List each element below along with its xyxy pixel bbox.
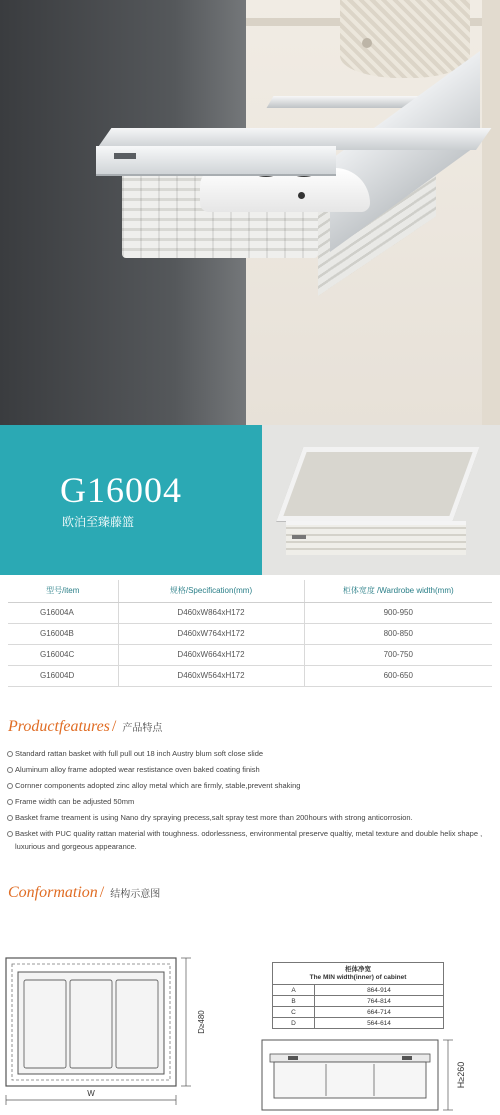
- conformation-title: [8, 884, 160, 902]
- cell-item: G16004D: [8, 665, 118, 686]
- hat-box-knob: [362, 38, 372, 48]
- basket-frame: [277, 447, 480, 521]
- list-item: Standard rattan basket with full pull out 18 inch Austry blum soft close slide: [6, 748, 494, 761]
- features-list: [6, 748, 494, 857]
- spec-table-header: [8, 580, 492, 602]
- spec-table: [8, 580, 492, 687]
- features-title: [8, 718, 162, 736]
- conformation-title-cn: 结构示意图: [110, 889, 161, 900]
- title-band: [0, 425, 500, 575]
- cell-model-letter: A: [273, 985, 315, 996]
- header-wardrobe-width: 柜体宽度 /Wardrobe width(mm): [304, 580, 492, 602]
- conformation-title-en: Conformation: [8, 884, 98, 901]
- handle-clip: [288, 1056, 298, 1060]
- model-number: G16004: [60, 470, 182, 510]
- cell-width: 600-650: [304, 665, 492, 686]
- product-name-cn: 欧泊至臻藤篮: [62, 515, 135, 529]
- brand-tag: [114, 153, 136, 159]
- min-width-header-en: The MIN width(inner) of cabinet: [309, 973, 407, 981]
- list-item: Frame width can be adjusted 50mm: [6, 796, 494, 809]
- cell-item: G16004C: [8, 644, 118, 665]
- height-label: H≥260: [456, 1061, 466, 1089]
- top-view-drawing: [0, 950, 235, 1115]
- table-row: [8, 665, 492, 686]
- cell-item: G16004B: [8, 623, 118, 644]
- title-slash-mark: /: [99, 884, 105, 901]
- wardrobe-side-panel: [482, 0, 500, 425]
- hat-box: [340, 0, 470, 78]
- min-width-header-cn: 柜体净宽: [345, 965, 371, 973]
- list-item: Basket frame treament is using Nano dry spraying precess,salt spray test more than 200hours with strong anticorrosion.: [6, 812, 494, 825]
- cell-model-letter: C: [273, 1007, 315, 1018]
- cell-width: 700-750: [304, 644, 492, 665]
- shirt-button: [298, 192, 305, 199]
- depth-label: D≥480: [197, 1010, 206, 1034]
- features-title-cn: 产品特点: [122, 723, 163, 734]
- cell-spec: D460xW764xH172: [118, 623, 304, 644]
- width-label: W: [87, 1089, 95, 1098]
- basket-front: [286, 521, 466, 555]
- list-item: Aluminum alloy frame adopted wear restistance oven baked coating finish: [6, 764, 494, 777]
- cell-model-letter: B: [273, 996, 315, 1007]
- cell-min-width: 564-614: [315, 1018, 444, 1029]
- cell-width: 900-950: [304, 602, 492, 623]
- front-view-drawing: [260, 950, 500, 1115]
- list-item: Basket with PUC quality rattan material with toughness. odorlessness, environmental preserve qualtiy, metal texture and double helix shape , luxurious and gorgeous appearance.: [6, 828, 494, 853]
- hero-photo: [0, 0, 500, 425]
- handle-clip: [402, 1056, 412, 1060]
- cell-spec: D460xW664xH172: [118, 644, 304, 665]
- frame-front-bar: [96, 146, 336, 176]
- cell-spec: D460xW864xH172: [118, 602, 304, 623]
- basket-product-photo: [262, 425, 500, 575]
- features-title-en: Productfeatures: [8, 718, 110, 735]
- list-item: Cornner components adopted zinc alloy metal which are firmly, stable,prevent shaking: [6, 780, 494, 793]
- cell-min-width: 664-714: [315, 1007, 444, 1018]
- cell-min-width: 864-914: [315, 985, 444, 996]
- table-row: [8, 602, 492, 623]
- basket-front-outline: [274, 1062, 426, 1098]
- table-row: [8, 644, 492, 665]
- basket-handle: [292, 535, 306, 539]
- cell-width: 800-850: [304, 623, 492, 644]
- basket-outline: [18, 972, 164, 1074]
- teal-panel: [0, 425, 262, 575]
- header-specification: 规格/Specification(mm): [118, 580, 304, 602]
- header-item: 型号/item: [8, 580, 118, 602]
- cell-spec: D460xW564xH172: [118, 665, 304, 686]
- cell-min-width: 764-814: [315, 996, 444, 1007]
- cell-item: G16004A: [8, 602, 118, 623]
- table-row: [8, 623, 492, 644]
- title-slash-mark: /: [111, 718, 117, 735]
- cell-model-letter: D: [273, 1018, 315, 1029]
